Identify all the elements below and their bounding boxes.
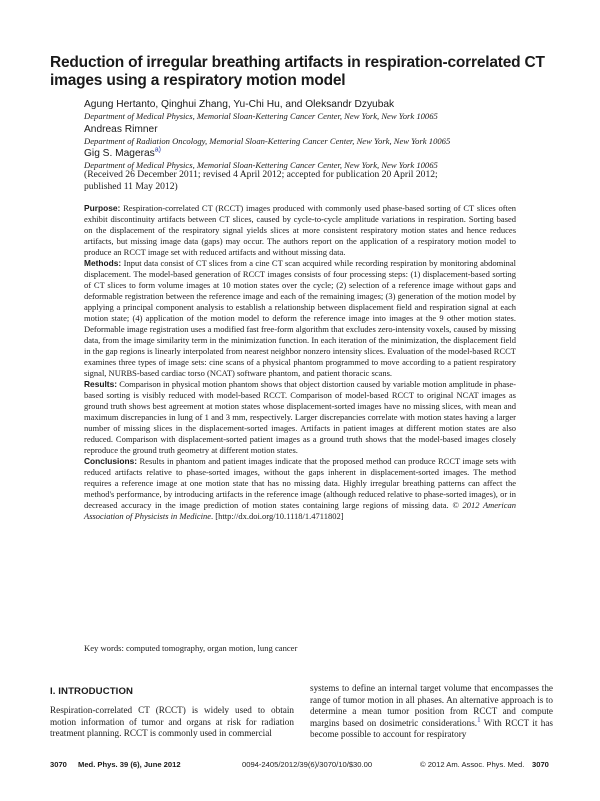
abstract-methods xyxy=(84,258,516,379)
author-line-2: Andreas Rimner xyxy=(84,124,158,135)
footer-page-number-left: 3070 xyxy=(50,760,67,769)
section-heading: I. INTRODUCTION xyxy=(50,686,134,697)
methods-text: Input data consist of CT slices from a cine CT scan acquired while recording respiration by monitoring abdominal displacement. The model-based generation of RCCT images consists of four processing steps: (1) displacement-based sorting of CT slices to form volume images at 10 motion states over the cycle; (2) selection of a reference image without gaps and deformable registration between the reference image and each of the remaining images; (3) generation of the motion model by applying a principal component analysis to establish a relationship between displacement field and respiration signal at each motion state; (4) application of the motion model to deform the reference image into images at the 9 other motion states. Deformable image registration uses a modified fast free-form algorithm that excludes zero-intensity voxels, caused by missing data, from the image similarity term in the minimization function. In each iteration of the minimization, the displacement field in the gap regions is linearly interpolated from nearest neighbor nonzero intensity slices. Evaluation of the model-based RCCT examines three types of image sets: cine scans of a physical phantom programmed to move according to a patient respiratory signal, NURBS-based cardiac torso (NCAT) software phantom, and patient thoracic scans. xyxy=(84,258,516,378)
abstract-conclusions: Conclusions: Results in phantom and patient images indicate that the proposed method can produce RCCT image sets with reduced artifacts relative to phase-sorted images, without the gaps inherent in displacement-sorted images. The method requires a reference image at one motion state that has no missing data. Highly irregular breathing patterns can affect the method's performance, by introducing artifacts in the reference image (although reduced relative to phase-sorted images), or in decreased accuracy in the image prediction of motion states containing large regions of missing data. © 2012 American Association of Physicists in Medicine. [http://dx.doi.org/10.1118/1.4711802] xyxy=(84,456,517,521)
footer-journal xyxy=(78,760,181,769)
results-label: Results: xyxy=(84,379,118,389)
intro-right-text-b: With RCCT it has become possible to account for respiratory xyxy=(310,717,553,739)
conclusions-text: Results in phantom and patient images indicate that the proposed method can produce RCCT image sets with reduced artifacts relative to phase-sorted images, without the gaps inherent in displacement-sorted images. The method requires a reference image at one motion state that has no missing data. Highly irregular breathing patterns can affect the method's performance, by introducing artifacts in the reference image (although reduced relative to phase-sorted images), or in decreased accuracy in the image prediction of motion states containing large regions of missing data. xyxy=(84,456,517,510)
author-line-3 xyxy=(84,148,161,160)
author-line-1: Agung Hertanto, Qinghui Zhang, Yu-Chi Hu, and Oleksandr Dzyubak xyxy=(84,99,395,110)
abstract-purpose xyxy=(84,203,516,258)
affiliation-line-3: Department of Medical Physics, Memorial Sloan-Kettering Cancer Center, New York, New York 10065 xyxy=(84,160,438,170)
purpose-label: Purpose: xyxy=(84,203,121,213)
copyright-notice: © 2012 American Association of Physicists in Medicine xyxy=(84,500,516,521)
intro-column-right xyxy=(310,683,553,741)
conclusions-label: Conclusions: xyxy=(84,456,138,466)
intro-right-text-a: systems to define an internal target volume that encompasses the range of tumor motion in all phases. An alternative approach is to determine a mean tumor position from RCCT and compute margins based on dosimetric considerations. xyxy=(310,683,553,728)
abstract xyxy=(84,203,516,522)
footer-copyright: © 2012 Am. Assoc. Phys. Med. xyxy=(420,760,525,769)
footer-journal-text: Med. Phys. 39 (6), June 2012 xyxy=(78,760,181,769)
purpose-text: Respiration-correlated CT (RCCT) images produced with commonly used phase-based sorting of CT slices often exhibit discontinuity artifacts between CT slices, caused by cycle-to-cycle amplitude variations in respiration. Sorting based on the displacement of the respiratory signal yields slices at more consistent respiratory motion states and hence reduces artifacts, but missing image data (gaps) may occur. The authors report on the application of a respiratory motion model to produce an RCCT image set with reduced artifacts and without missing data. xyxy=(84,203,516,257)
intro-column-left xyxy=(50,705,294,740)
abstract-results xyxy=(84,379,516,456)
received-dates: (Received 26 December 2011; revised 4 April 2012; accepted for publication 20 April 2012; published 11 May 2012) xyxy=(84,169,438,192)
results-text: Comparison in physical motion phantom shows that object distortion caused by variable motion amplitude in phase-based sorting is visibly reduced with model-based RCCT. Comparison of model-based RCCT to original NCAT images as ground truth shows best agreement at motion states whose displacement-sorted images have no missing slices, with mean and maximum discrepancies in lung of 1 and 3 mm, respectively. Larger discrepancies correlate with motion states having a larger number of missing slices in the displacement-sorted images. Artifacts in patient images at different motion states are also reduced. Comparison with displacement-sorted patient images as a ground truth shows that the model-based images closely reproduce the ground truth geometry at different motion states. xyxy=(84,379,517,455)
paper-title: Reduction of irregular breathing artifacts in respiration-correlated CT images using a respiratory motion model xyxy=(50,54,545,89)
footer-code: 0094-2405/2012/39(6)/3070/10/$30.00 xyxy=(242,760,373,769)
keywords: Key words: computed tomography, organ motion, lung cancer xyxy=(84,643,298,653)
affiliation-line-1: Department of Medical Physics, Memorial Sloan-Kettering Cancer Center, New York, New York 10065 xyxy=(84,111,438,121)
footer-page-right xyxy=(532,760,549,769)
author-footnote-marker[interactable]: a) xyxy=(154,146,162,154)
reference-marker[interactable]: 1 xyxy=(477,715,481,724)
methods-label: Methods: xyxy=(84,258,122,268)
footer-page-number-right: 3070 xyxy=(532,760,549,769)
intro-left-text: Respiration-correlated CT (RCCT) is widely used to obtain motion information of tumor and organs at risk for radiation treatment planning. RCCT is commonly used in commercial xyxy=(50,705,294,738)
intro-right-paragraph xyxy=(310,683,553,741)
footer-page-left xyxy=(50,760,67,769)
author-3-name: Gig S. Mageras xyxy=(84,148,155,159)
affiliation-line-2: Department of Radiation Oncology, Memorial Sloan-Kettering Cancer Center, New York, New York 10065 xyxy=(84,136,451,146)
doi-link[interactable]: [http://dx.doi.org/10.1118/1.4711802] xyxy=(215,511,344,521)
